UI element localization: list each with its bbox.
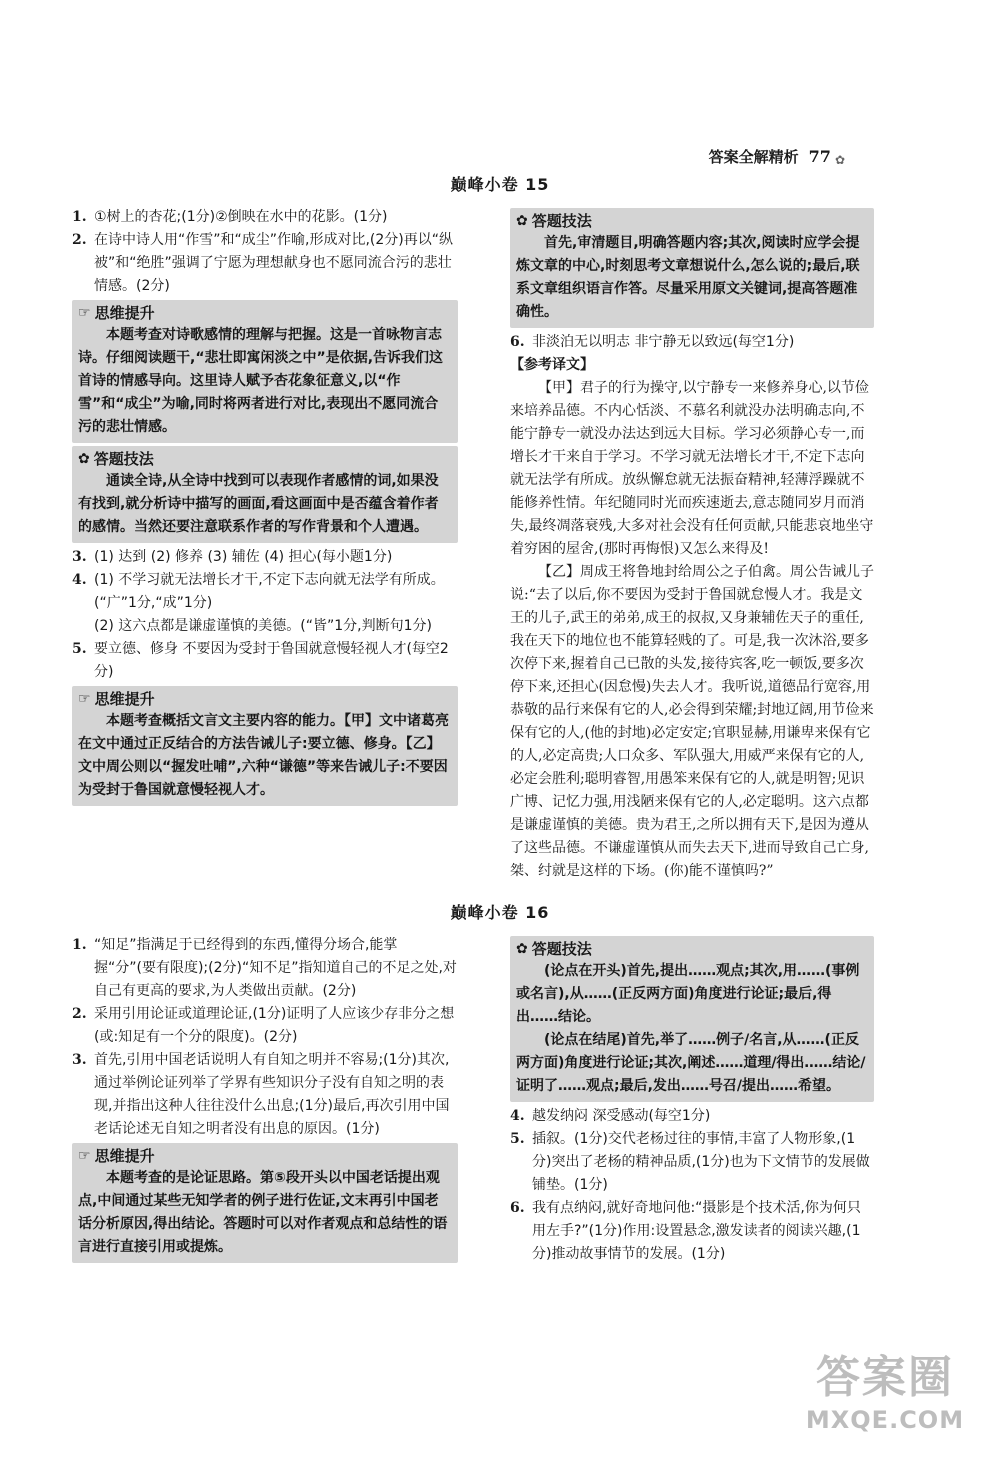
s16-q6: 6. 我有点纳闷,就好奇地问他:“摄影是个技术活,你为何只用左手?”(1分)作用:设置悬念,激发读者的阅读兴趣,(1分)推动故事情节的发展。(1分) — [510, 1200, 861, 1262]
s15-q6: 6. 非淡泊无以明志 非宁静无以致远(每空1分) — [510, 334, 795, 350]
s15-thinking-box-2: ☞ 思维提升 本题考查概括文言文主要内容的能力。【甲】文中诸葛亮在文中通过正反结合的方法告诫儿子:要立德、修身。【乙】文中周公则以“握发吐哺”,六种“谦德”等来告诫儿子:不要因为受封于鲁国就意慢轻视人才。 — [72, 686, 458, 806]
s16-q4: 4. 越发纳闷 深受感动(每空1分) — [510, 1108, 711, 1124]
leaf-decoration-icon: ✿ — [834, 152, 845, 167]
watermark-en: MXQE.COM — [805, 1406, 965, 1434]
flower-icon: ✿ — [516, 941, 528, 957]
s16-thinking-box: ☞ 思维提升 本题考查的是论证思路。第⑤段开头以中国老话提出观点,中间通过某些无知学者的例子进行佐证,文末再引中国老话分析原因,得出结论。答题时可以对作者观点和总结性的语言进行直接引用或提炼。 — [72, 1143, 458, 1263]
page-header — [709, 146, 845, 167]
section-title-15: 巅峰小卷 15 — [450, 175, 550, 194]
s16-left-column — [72, 934, 458, 1266]
watermark-logo — [800, 1350, 970, 1445]
s15-right-column — [510, 206, 874, 883]
hand-point-icon: ☞ — [78, 305, 91, 321]
s15-technique-box-1: ✿ 答题技法 通读全诗,从全诗中找到可以表现作者感情的词,如果没有找到,就分析诗中描写的画面,看这画面中是否蕴含着作者的感情。当然还要注意联系作者的写作背景和个人遭遇。 — [72, 446, 458, 543]
s15-left-column — [72, 206, 458, 809]
s16-q5: 5. 插叙。(1分)交代老杨过往的事情,丰富了人物形象,(1分)突出了老杨的精神品质,(1分)也为下文情节的发展做铺垫。(1分) — [510, 1131, 870, 1193]
flower-icon: ✿ — [78, 451, 90, 467]
watermark-cn: 答案圈 — [816, 1352, 954, 1403]
s15-q2: 2. 在诗中诗人用“作雪”和“成尘”作喻,形成对比,(2分)再以“纵被”和“绝胜”强调了宁愿为理想献身也不愿同流合污的悲壮情感。(2分) — [72, 232, 453, 294]
s16-right-column — [510, 934, 874, 1266]
header-title: 答案全解精析 — [708, 148, 799, 166]
s16-technique-box: ✿ 答题技法 (论点在开头)首先,提出……观点;其次,用……(事例或名言),从……(正反两方面)角度进行论证;最后,得出……结论。 (论点在结尾)首先,举了……例子/名言,从……(正反两方面)角度进行论证;其次,阐述……道理/得出……结论/证明了……观点;最后,发出……号召/提出……希望。 — [510, 936, 874, 1102]
s15-technique-box-2: ✿ 答题技法 首先,审清题目,明确答题内容;其次,阅读时应学会提炼文章的中心,时刻思考文章想说什么,怎么说的;最后,联系文章组织语言作答。尽量采用原文关键词,提高答题准确性。 — [510, 208, 874, 328]
s15-q4: 4. (1) 不学习就无法增长才干,不定下志向就无法学有所成。(“广”1分,“成”1分) (2) 这六点都是谦虚谨慎的美德。(“皆”1分,判断句1分) — [72, 572, 445, 634]
s16-q2: 2. 采用引用论证或道理论证,(1分)证明了人应该少存非分之想(或:知足有一个分的限度)。(2分) — [72, 1006, 455, 1045]
hand-point-icon: ☞ — [78, 1148, 91, 1164]
s15-q5: 5. 要立德、修身 不要因为受封于鲁国就意慢轻视人才(每空2分) — [72, 641, 449, 680]
page-number: 77 — [808, 147, 831, 166]
section-title-16: 巅峰小卷 16 — [450, 903, 550, 922]
hand-point-icon: ☞ — [78, 691, 91, 707]
flower-icon: ✿ — [516, 213, 528, 229]
reference-translation: 【甲】君子的行为操守,以宁静专一来修养身心,以节俭来培养品德。不内心恬淡、不慕名利就没办法明确志向,不能宁静专一就没办法达到远大目标。学习必须静心专一,而增长才干来自于学习。不学习就无法增长才干,不定下志向就无法学有所成。放纵懈怠就无法振奋精神,轻薄浮躁就不能修养性情。年纪随同时光而疾速逝去,意志随同岁月而消失,最终凋落衰残,大多对社会没有任何贡献,只能悲哀地坐守着穷困的屋舍,(那时再悔恨)又怎么来得及! 【乙】周成王将鲁地封给周公之子伯禽。周公告诫儿子说:“去了以后,你不要因为受封于鲁国就怠慢人才。我是文王的儿子,武王的弟弟,成王的叔叔,又身兼辅佐天子的重任,我在天下的地位也不能算轻贱的了。可是,我一次沐浴,要多次停下来,握着自己已散的头发,接待宾客,吃一顿饭,要多次停下来,还担心(因怠慢)失去人才。我听说,道德品行宽容,用恭敬的品行来保有它的人,必会得到荣耀;封地辽阔,用节俭来保有它的人,(他的封地)必定安定;官职显赫,用谦卑来保有它的人,必定高贵;人口众多、军队强大,用威严来保有它的人,必定会胜利;聪明睿智,用愚笨来保有它的人,就是明智;见识广博、记忆力强,用浅陋来保有它的人,必定聪明。这六点都是谦虚谨慎的美德。贵为君王,之所以拥有天下,是因为遵从了这些品德。不谦虚谨慎从而失去天下,进而导致自己亡身,桀、纣就是这样的下场。(你)能不谨慎吗?” — [510, 380, 874, 879]
reference-translation-label: 【参考译文】 — [510, 357, 594, 373]
s15-q1: 1. ①树上的杏花;(1分)②倒映在水中的花影。(1分) — [72, 209, 388, 225]
s15-q3: 3. (1) 达到 (2) 修养 (3) 辅佐 (4) 担心(每小题1分) — [72, 549, 393, 565]
s16-q3: 3. 首先,引用中国老话说明人有自知之明并不容易;(1分)其次,通过举例论证列举了学界有些知识分子没有自知之明的表现,并指出这种人往往没什么出息;(1分)最后,再次引用中国老话论述无自知之明者没有出息的原因。(1分) — [72, 1052, 450, 1137]
s16-q1: 1. “知足”指满足于已经得到的东西,懂得分场合,能掌握“分”(要有限度);(2分)“知不足”指知道自己的不足之处,对自己有更高的要求,为人类做出贡献。(2分) — [72, 937, 457, 999]
s15-thinking-box-1: ☞ 思维提升 本题考查对诗歌感情的理解与把握。这是一首咏物言志诗。仔细阅读题干,“悲壮即寓闲淡之中”是依据,告诉我们这首诗的情感导向。这里诗人赋予杏花象征意义,以“作雪”和“成尘”为喻,同时将两者进行对比,表现出不愿同流合污的悲壮情感。 — [72, 300, 458, 443]
